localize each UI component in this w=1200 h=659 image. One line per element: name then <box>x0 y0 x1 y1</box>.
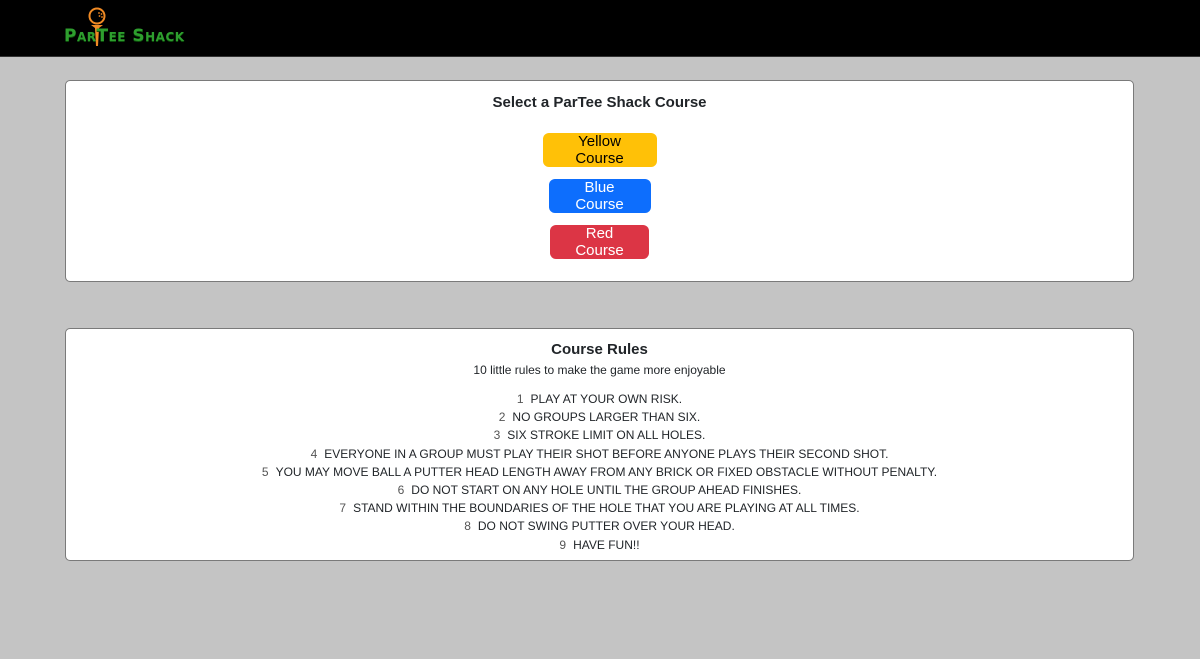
rule-item <box>66 463 1133 481</box>
rule-text: STAND WITHIN THE BOUNDARIES OF THE HOLE THAT YOU ARE PLAYING AT ALL TIMES. <box>353 501 860 516</box>
rule-text: DO NOT SWING PUTTER OVER YOUR HEAD. <box>477 519 735 534</box>
rule-item <box>66 408 1133 426</box>
course-rules-title: Course Rules <box>551 341 648 358</box>
yellow-course-button[interactable]: Yellow Course <box>543 133 657 167</box>
rule-number: 1 <box>516 392 524 406</box>
rule-number: 5 <box>261 464 269 479</box>
rule-text: YOU MAY MOVE BALL A PUTTER HEAD LENGTH AWAY FROM ANY BRICK OR FIXED OBSTACLE WITHOUT PENALTY. <box>275 464 938 479</box>
rule-item <box>66 445 1133 463</box>
logo-link[interactable] <box>64 6 185 50</box>
rule-number: 3 <box>493 428 501 443</box>
rule-number: 2 <box>498 410 506 425</box>
rule-item <box>66 426 1133 444</box>
rule-number: 4 <box>310 446 318 461</box>
rule-number: 7 <box>339 501 347 516</box>
rule-text: NO GROUPS LARGER THAN SIX. <box>512 410 701 425</box>
rule-text: PLAY AT YOUR OWN RISK. <box>530 392 683 406</box>
rules-list <box>66 390 1133 554</box>
course-rules-card <box>65 328 1134 561</box>
blue-course-button[interactable]: Blue Course <box>549 179 651 213</box>
rule-item <box>66 517 1133 535</box>
rule-text: SIX STROKE LIMIT ON ALL HOLES. <box>507 428 706 443</box>
course-rules-subtitle: 10 little rules to make the game more enjoyable <box>473 363 726 377</box>
rule-item <box>66 481 1133 499</box>
course-select-card <box>65 80 1134 282</box>
rule-item <box>66 390 1133 408</box>
navbar <box>0 0 1200 57</box>
rule-number: 6 <box>397 483 405 498</box>
rule-item <box>66 536 1133 554</box>
rule-text: EVERYONE IN A GROUP MUST PLAY THEIR SHOT BEFORE ANYONE PLAYS THEIR SECOND SHOT. <box>324 446 889 461</box>
rule-number: 8 <box>464 519 471 534</box>
rule-text: DO NOT START ON ANY HOLE UNTIL THE GROUP AHEAD FINISHES. <box>411 483 802 498</box>
rule-item <box>66 499 1133 517</box>
course-select-title: Select a ParTee Shack Course <box>492 94 707 111</box>
red-course-button[interactable]: Red Course <box>550 225 649 259</box>
rule-text: HAVE FUN!! <box>573 537 640 552</box>
logo-text: ParTee Shack <box>64 26 185 46</box>
rule-number: 9 <box>559 537 567 552</box>
